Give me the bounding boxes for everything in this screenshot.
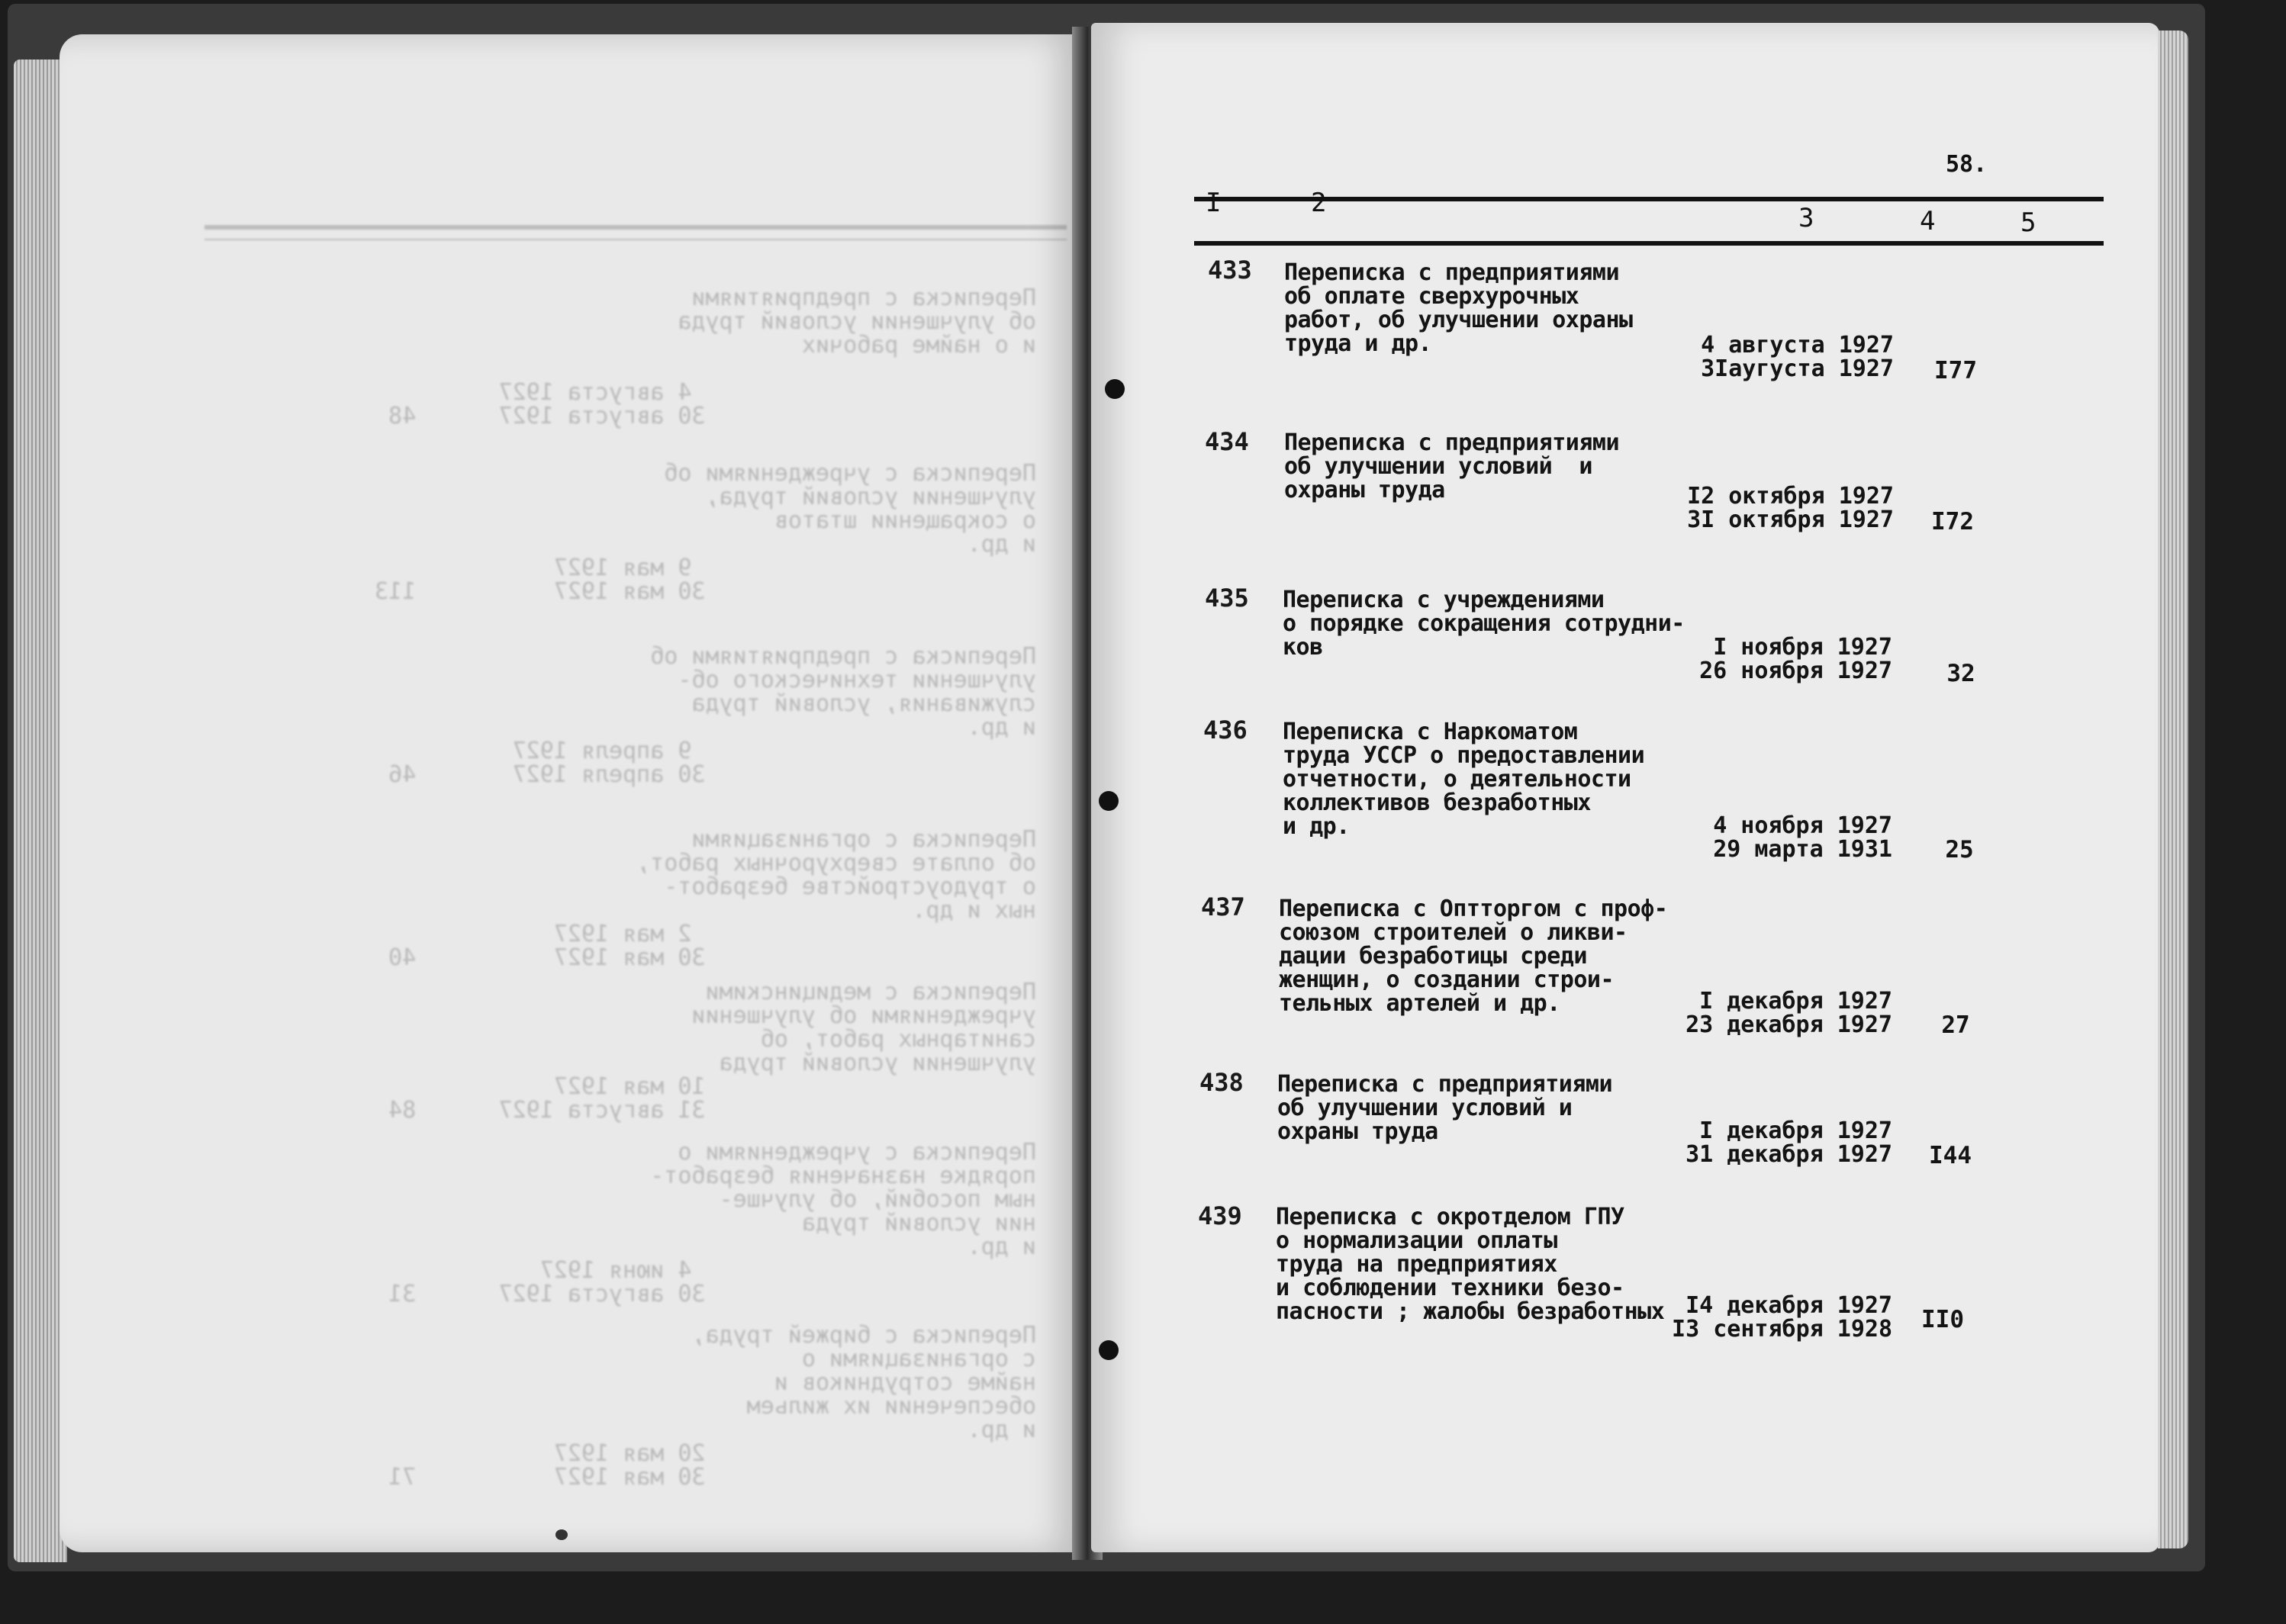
header-rule-bottom bbox=[1194, 241, 2104, 246]
entry-dates: I4 декабря 1927 I3 сентября 1928 bbox=[1672, 1292, 1892, 1343]
page-number: 58. bbox=[1946, 151, 1988, 178]
entry-number: 439 bbox=[1198, 1201, 1242, 1230]
entry-description: Переписка с предприятиями об оплате сверхурочных работ, об улучшении охраны труда и др. bbox=[1284, 259, 1633, 357]
binding-hole bbox=[1105, 379, 1125, 399]
entry-description: Переписка с Оптторгом с проф- союзом строителей о ликви- дации безработицы среди женщин, о создании строи- тельных артелей и др. bbox=[1279, 896, 1668, 1017]
entry-number: 435 bbox=[1205, 584, 1249, 613]
entry-description: Переписка с предприятиями об улучшении условий и охраны труда bbox=[1284, 429, 1620, 503]
entry-dates: I2 октября 1927 3I октября 1927 bbox=[1687, 483, 1894, 533]
entry-dates: 4 августа 1927 3Iаугуста 1927 bbox=[1701, 332, 1894, 382]
entry-description: Переписка с учреждениями о порядке сокращения сотрудни- ков bbox=[1283, 587, 1685, 661]
binding-hole bbox=[1099, 1340, 1119, 1360]
entry-description: Переписка с предприятиями об улучшении условий и охраны труда bbox=[1277, 1071, 1613, 1145]
entry-sheet-count: II0 bbox=[1921, 1306, 1964, 1333]
entry-dates: 4 ноября 1927 29 марта 1931 bbox=[1713, 812, 1892, 863]
entry-number: 438 bbox=[1199, 1068, 1244, 1097]
entry-description: Переписка с Наркоматом труда УССР о предоставлении отчетности, о деятельности коллективов безработных и др. bbox=[1283, 719, 1645, 840]
bleed-through: Переписка с предприятиями об улучшении условий труда и о найме рабочих 4 августа 1927 30 августа 1927 48 Переписка с учреждениями об улучшении условий труда, о сокращении штатов и др. 9 мая 1927 30 мая 1927 113 Переписка с предприятиями об улучшении технического об- служивания, условий труда и др. 9 апреля 1927 30 апреля 1927 46 Переписка с организациями об оплате сверхурочных работ, о трудоустройстве безработ- ных и др. 2 мая 1927 30 мая 1927 40 Переписка с медицинскими учреждениями об улучшении санитарных работ, об улучшении условий труда 10 мая 1927 31 августа 1927 84 Переписка с учреждениями о порядке назначения безработ- ным пособий, об улучше- нии условий труда и др. 4 июня 1927 30 августа 1927 31 Переписка с биржей труда, с организациями о найме сотрудников и обеспечении их жильем и др. 20 мая 1927 30 мая 1927 71 bbox=[60, 34, 1082, 1552]
entry-sheet-count: 27 bbox=[1941, 1011, 1970, 1039]
header-rule-top bbox=[1194, 197, 2104, 201]
column-header-1: I bbox=[1206, 188, 1222, 218]
entry-sheet-count: 32 bbox=[1946, 660, 1975, 687]
paper-speck bbox=[555, 1529, 568, 1540]
column-header-4: 4 bbox=[1920, 206, 1936, 236]
left-page bbox=[60, 34, 1082, 1552]
entry-dates: I декабря 1927 31 декабря 1927 bbox=[1686, 1118, 1892, 1168]
column-header-5: 5 bbox=[2020, 207, 2036, 238]
entry-dates: I декабря 1927 23 декабря 1927 bbox=[1686, 988, 1892, 1038]
entry-sheet-count: I72 bbox=[1931, 508, 1974, 535]
entry-sheet-count: I77 bbox=[1934, 357, 1977, 384]
column-header-3: 3 bbox=[1798, 203, 1814, 233]
right-page-edges bbox=[2158, 31, 2188, 1548]
entry-number: 437 bbox=[1201, 892, 1245, 921]
entry-number: 436 bbox=[1203, 716, 1248, 744]
entry-dates: I ноября 1927 26 ноября 1927 bbox=[1699, 634, 1892, 684]
entry-sheet-count: I44 bbox=[1929, 1142, 1972, 1169]
column-header-2: 2 bbox=[1311, 188, 1327, 218]
binding-hole bbox=[1099, 791, 1119, 811]
entry-sheet-count: 25 bbox=[1945, 836, 1974, 863]
entry-number: 434 bbox=[1205, 427, 1249, 456]
entry-number: 433 bbox=[1208, 256, 1252, 285]
entry-description: Переписка с окротделом ГПУ о нормализации оплаты труда на предприятиях и соблюдении техники безо- пасности ; жалобы безработных bbox=[1276, 1204, 1665, 1325]
